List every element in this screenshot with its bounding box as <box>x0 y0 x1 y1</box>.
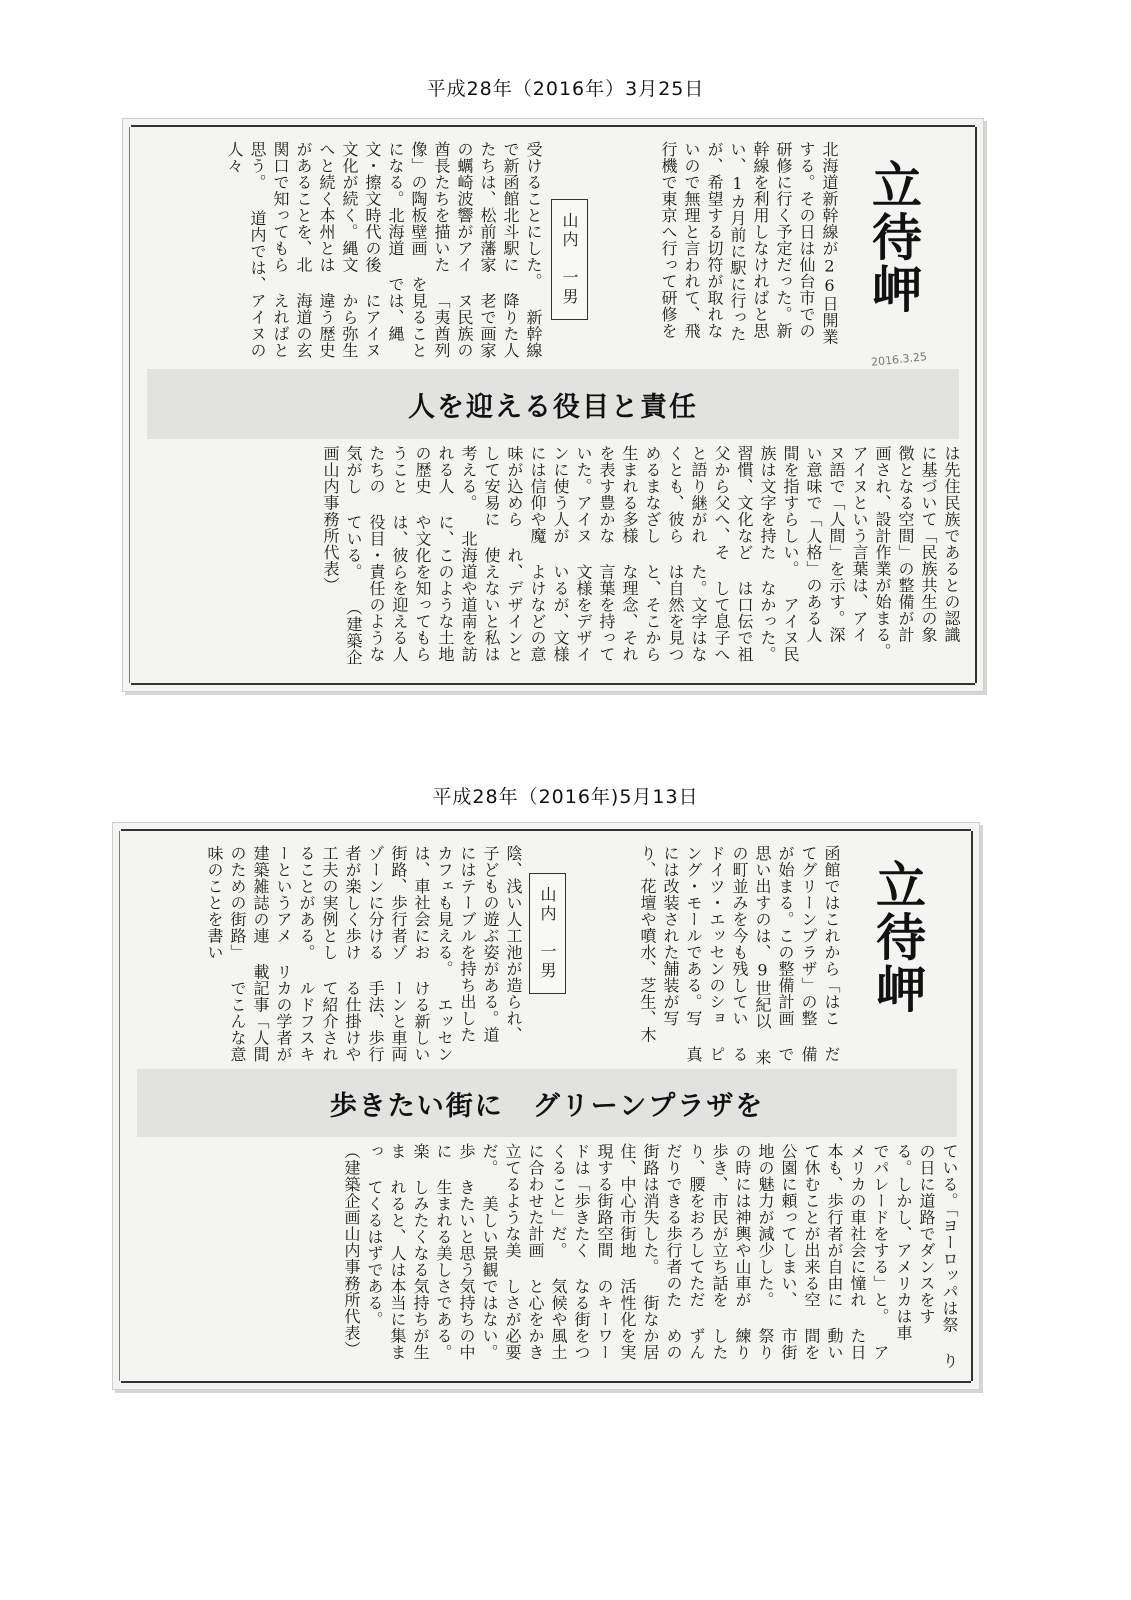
body-column: る仕掛けや工夫の実例とし <box>320 845 362 1063</box>
body-column: 行機で東京へ行って研修を <box>659 141 678 339</box>
article-body-upper <box>579 845 843 1067</box>
body-column: 使えないと私は考える。 <box>459 445 501 663</box>
body-column: ーンと車両ゾーンに分ける <box>366 845 408 1063</box>
body-column: 徴となる空間」の整備が計 <box>896 445 915 643</box>
body-column: 祭りの時には神輿や山車が <box>733 1143 775 1361</box>
body-column: 老で画家の蠣崎波響がアイ <box>455 141 497 359</box>
body-column: 練り歩き、市民が立ち話を <box>710 1143 752 1361</box>
body-column: 役目・責任のような気がし <box>344 445 386 663</box>
body-column: ピング・モールである。写 <box>684 845 726 1063</box>
body-column: ずんだりできる歩行者のた <box>664 1143 706 1361</box>
body-column: た日本も、歩行者が自由に <box>825 1143 867 1361</box>
article-date: 平成28年（2016年）3月25日 <box>426 78 705 100</box>
body-column: と、そこから生まれる多様 <box>620 445 662 663</box>
body-column: アメリカの車社会に憧れ <box>848 1143 890 1361</box>
body-column: 言葉を持っていた。アイヌ <box>574 445 616 663</box>
body-column: 海道の玄関口で知ってもら <box>271 141 313 359</box>
article-body-upper <box>601 141 841 367</box>
column-masthead: 立待岬 <box>864 159 923 315</box>
body-column: ている。 <box>344 514 363 580</box>
body-column: いるが、文様には信仰や魔 <box>528 445 570 663</box>
body-column: アイヌ民族は文字を持た <box>758 445 800 663</box>
body-column: よけなどの意味が込めら <box>505 445 547 663</box>
body-column: 北海道や道南を訪れる人 <box>436 445 478 663</box>
body-column: と心をかき立てるような美 <box>503 1143 545 1361</box>
body-column: でこんな意味のことを書い <box>205 845 247 1063</box>
body-column: では、縄文・擦文時代の後 <box>363 141 405 342</box>
body-column: エッセンは、車社会にお <box>412 845 454 1063</box>
body-column: 画され、設計作業が始まる。 <box>873 445 892 660</box>
body-column: 真には改装された舗装が写 <box>661 845 703 1063</box>
body-column: 美しい景観ではない。歩 <box>457 1143 499 1361</box>
body-column: めの街路は消失した。 <box>641 1143 683 1361</box>
body-column: 陰、浅い人工池が造られ、 <box>504 845 523 1043</box>
body-column: は口伝で祖父から父へ、そ <box>712 445 754 663</box>
body-column: 北海道新幹線が26日開業 <box>820 141 839 345</box>
body-column: アイヌという言葉は、アイ <box>850 445 869 643</box>
frame-rule <box>975 127 977 683</box>
author-box: 山内 一男 <box>551 199 588 320</box>
author-box: 山内 一男 <box>529 873 566 994</box>
body-column: は自然を見つめるまなざし <box>643 445 685 663</box>
body-column: 間を公園に頼ってしまい、 <box>779 1143 821 1361</box>
body-column: なかった。習慣、文化など <box>735 445 777 663</box>
body-column: い意味で「人格」のある人 <box>804 445 823 643</box>
body-column: きたいと思う気持ちの中に <box>434 1143 476 1361</box>
body-column: に、このような土地の歴史 <box>413 445 455 663</box>
body-column: 街なか居住、中心市街地 <box>618 1143 660 1361</box>
body-column: 動いて休むことが出来る空 <box>802 1143 844 1361</box>
body-column: カフェも見える。 <box>435 845 454 977</box>
body-column: 子どもの遊ぶ姿がある。道 <box>481 845 500 1043</box>
handwritten-note: 2016.3.25 <box>870 350 928 369</box>
body-column: 研修に行く予定だった。新 <box>774 141 793 339</box>
article-body-lower <box>131 1143 961 1375</box>
body-column: する。その日は仙台市での <box>797 141 816 339</box>
body-column: 文様をデザインに使う人が <box>551 445 593 663</box>
body-column: 活性化を実現する街路空間 <box>595 1143 637 1361</box>
body-column: に基づいて「民族共生の象 <box>919 445 938 643</box>
body-column: しさが必要だ。 <box>480 1143 522 1361</box>
body-column: したり、腰をおろしてただ <box>687 1143 729 1361</box>
body-column: るドイツ・エッセンのショ <box>707 845 749 1063</box>
body-column: な理念、それを表す豊かな <box>597 445 639 663</box>
body-column: 気候や風土に合わせた計画 <box>526 1143 568 1361</box>
body-column: 生まれる美しさである。楽 <box>411 1143 453 1361</box>
body-column: 「夷酋列像」の陶板壁画 <box>409 141 451 359</box>
body-column: （建築企画山内事務所代表） <box>342 1143 361 1358</box>
article-body-lower <box>141 445 963 677</box>
body-column: しみたくなる気持ちが生ま <box>388 1143 430 1361</box>
headline: 歩きたい街に グリーンプラザを <box>329 1090 765 1122</box>
body-column: が、希望する切符が取れな <box>705 141 724 339</box>
headline-band <box>137 1069 957 1137</box>
body-column: 来の町並みを今も残してい <box>730 845 772 1066</box>
article-body-upper <box>141 141 545 367</box>
headline: 人を迎える役目と責任 <box>408 391 698 423</box>
body-column: 載記事「人間のための街路」 <box>228 845 270 1063</box>
body-column: は、彼らを迎える人たちの <box>367 445 409 663</box>
body-column: だてグリーンプラザ」の整 <box>799 845 841 1063</box>
body-column: でパレードをする」と。 <box>871 1143 890 1325</box>
body-column: ヌ語で「人間」を示す。深 <box>827 445 846 643</box>
body-column: り、花壇や噴水、芝生、木 <box>638 845 657 1043</box>
body-column: る。しかし、アメリカは車 <box>894 1143 913 1341</box>
body-column: 違う歴史があることを、北 <box>294 141 336 359</box>
body-column: 市街地の魅力が減少した。 <box>756 1143 798 1361</box>
body-column: 降りた人たちは、松前藩家 <box>478 141 520 359</box>
body-column: を見ることになる。北海道 <box>386 141 428 359</box>
column-masthead: 立待岬 <box>868 859 927 1015</box>
body-column: 受けることにした。 <box>524 141 543 290</box>
body-column: は先住民族であるとの認識 <box>942 445 961 643</box>
body-column: 間を指すらしい。 <box>781 445 800 577</box>
body-column: にはテーブルを持ち出した <box>458 845 477 1043</box>
body-column: （建築企画山内事務所代表） <box>321 445 363 666</box>
body-column: 道内では、アイヌの人々 <box>225 141 267 359</box>
frame-rule <box>131 683 975 685</box>
body-column: 幹線を利用しなければと思 <box>751 141 770 339</box>
body-column: れると、人は本当に集まっ <box>365 1143 407 1361</box>
body-column: てくるはずである。 <box>365 1179 384 1328</box>
frame-rule <box>129 127 130 683</box>
frame-rule <box>971 831 973 1381</box>
headline-band <box>147 369 959 439</box>
article-body-upper <box>131 845 525 1067</box>
body-column: なる街をつくること」だ。 <box>549 1143 591 1361</box>
body-column: リカの学者が建築雑誌の連 <box>251 845 293 1063</box>
newspaper-clipping <box>112 822 980 1390</box>
body-column: ルドフスキーというアメ <box>274 845 316 1063</box>
body-column: いので無理と言われて、飛 <box>682 141 701 339</box>
body-column: えればと思う。 <box>248 141 290 359</box>
body-column: て紹介されることがある。 <box>297 845 339 1063</box>
body-column: 備が始まる。この整備計画 <box>776 845 818 1063</box>
frame-rule <box>121 1381 971 1383</box>
body-column: れ、デザインとして安易に <box>482 445 524 663</box>
body-column: 手法、歩行者が楽しく歩け <box>343 845 385 1063</box>
body-column: 函館ではこれから「はこ <box>822 845 841 1027</box>
body-column: から弥生へと続く本州とは <box>317 141 359 359</box>
body-column: い、1カ月前に駅に行った <box>728 141 747 342</box>
body-column: のキーワードは「歩きたく <box>572 1143 614 1361</box>
body-column: ヌ民族の酋長たちを描いた <box>432 141 474 359</box>
body-column: た。文字はなくとも、彼ら <box>666 445 708 663</box>
body-column: にアイヌ文化が続く。縄文 <box>340 141 382 359</box>
frame-rule <box>131 125 975 127</box>
article-date: 平成28年（2016年)5月13日 <box>432 786 699 808</box>
body-column: りの日に道路でダンスをす <box>917 1143 959 1369</box>
body-column: して息子へと語り継がれ <box>689 445 731 663</box>
frame-rule <box>121 829 971 831</box>
body-column: で思い出すのは、9世紀以 <box>753 845 795 1063</box>
body-column: 新幹線で新函館北斗駅に <box>501 141 543 359</box>
newspaper-clipping <box>122 118 984 692</box>
body-column: ける新しい街路、歩行者ゾ <box>389 845 431 1063</box>
body-column: や文化を知ってもらうこと <box>390 445 432 663</box>
body-column: ている。「ヨーロッパは祭 <box>940 1143 959 1333</box>
frame-rule <box>119 831 120 1381</box>
